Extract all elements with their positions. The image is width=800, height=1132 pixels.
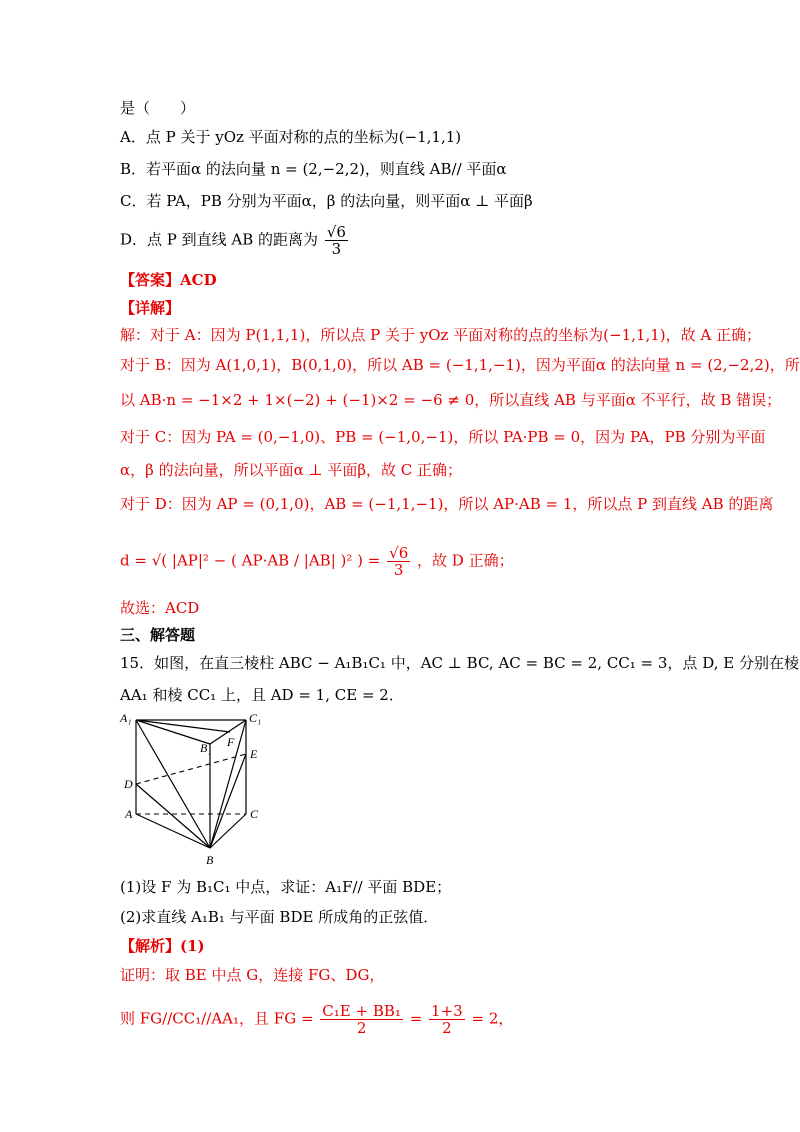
option-d-fraction: [325, 224, 348, 257]
distance-conclusion: ，故 D 正确；: [417, 551, 514, 570]
distance-fraction: [387, 545, 410, 578]
option-d-text: D．点 P 到直线 AB 的距离为: [120, 230, 319, 249]
segment-eb: [210, 754, 246, 848]
answer-label: 【答案】ACD: [120, 271, 217, 289]
solution-line-7: [120, 545, 514, 578]
distance-denominator: 3: [393, 561, 404, 579]
proof-fraction-2-numerator: 1+3: [431, 1002, 463, 1020]
proof-line-1: 证明：取 BE 中点 G，连接 FG、DG，: [120, 966, 385, 984]
proof-fraction-1-numerator: C₁E + BB₁: [322, 1002, 401, 1020]
label-a1: A₁: [120, 711, 132, 725]
choice-line: 故选：ACD: [120, 599, 200, 617]
proof-equals: =: [409, 1009, 423, 1028]
segment-db: [136, 784, 210, 848]
label-a: A: [125, 807, 133, 821]
edge-a1b1: [136, 720, 210, 744]
edge-ab: [136, 814, 210, 848]
option-d-numerator: √6: [326, 223, 346, 241]
proof-line-2-text: 则 FG//CC₁//AA₁，且 FG =: [120, 1009, 314, 1028]
section-heading: 三、解答题: [120, 626, 196, 644]
option-c: C．若 PA，PB 分别为平面α，β 的法向量，则平面α ⊥ 平面β: [120, 192, 533, 210]
proof-fraction-1: [320, 1003, 403, 1036]
label-b: B: [206, 853, 214, 867]
segment-a1f: [136, 720, 230, 732]
solution-line-2: 对于 B：因为 A(1,0,1)，B(0,1,0)，所以 AB = (−1,1,−1)，因为平面α 的法向量 n = (2,−2,2)，所: [120, 356, 800, 374]
question-stem-end: 是（ ）: [120, 99, 196, 117]
proof-fraction-1-denominator: 2: [356, 1019, 367, 1037]
solution-line-1: 解：对于 A：因为 P(1,1,1)，所以点 P 关于 yOz 平面对称的点的坐标为(−1,1,1)，故 A 正确；: [120, 326, 761, 344]
option-d-denominator: 3: [331, 240, 342, 258]
label-e: E: [250, 747, 258, 761]
question-15-line-2: AA₁ 和棱 CC₁ 上，且 AD = 1, CE = 2．: [120, 686, 404, 704]
distance-numerator: √6: [389, 544, 409, 562]
label-f: F: [227, 735, 235, 749]
label-b1: B₁: [200, 741, 212, 755]
prism-figure: [118, 708, 268, 868]
proof-fraction-2: [429, 1003, 465, 1036]
solution-line-6: 对于 D：因为 AP = (0,1,0)，AB = (−1,1,−1)，所以 AP·AB = 1，所以点 P 到直线 AB 的距离: [120, 495, 774, 513]
analysis-label: 【解析】(1): [120, 937, 205, 955]
distance-formula: d = √( |AP|² − ( AP·AB / |AB| )² ) =: [120, 551, 381, 570]
question-15-line-1: 15．如图，在直三棱柱 ABC − A₁B₁C₁ 中，AC ⊥ BC, AC = BC = 2, CC₁ = 3，点 D, E 分别在棱: [120, 654, 799, 672]
part-1: (1)设 F 为 B₁C₁ 中点，求证：A₁F// 平面 BDE；: [120, 878, 452, 896]
proof-line-2: [120, 1003, 513, 1036]
label-c: C: [250, 807, 259, 821]
label-c1: C₁: [249, 711, 262, 725]
option-d: [120, 224, 350, 257]
solution-line-5: α，β 的法向量，所以平面α ⊥ 平面β，故 C 正确；: [120, 461, 463, 479]
part-2: (2)求直线 A₁B₁ 与平面 BDE 所成角的正弦值．: [120, 908, 439, 926]
proof-fraction-2-denominator: 2: [442, 1019, 452, 1037]
proof-result: = 2，: [471, 1009, 514, 1028]
option-a: A．点 P 关于 yOz 平面对称的点的坐标为(−1,1,1): [120, 128, 462, 146]
detail-label: 【详解】: [120, 299, 181, 317]
option-b: B．若平面α 的法向量 n = (2,−2,2)，则直线 AB// 平面α: [120, 160, 507, 178]
label-d: D: [124, 777, 133, 791]
segment-a1b: [136, 720, 210, 848]
solution-line-4: 对于 C：因为 PA = (0,−1,0)、PB = (−1,0,−1)，所以 PA·PB = 0，因为 PA，PB 分别为平面: [120, 428, 766, 446]
solution-line-3: 以 AB·n = −1×2 + 1×(−2) + (−1)×2 = −6 ≠ 0，所以直线 AB 与平面α 不平行，故 B 错误；: [120, 391, 782, 409]
